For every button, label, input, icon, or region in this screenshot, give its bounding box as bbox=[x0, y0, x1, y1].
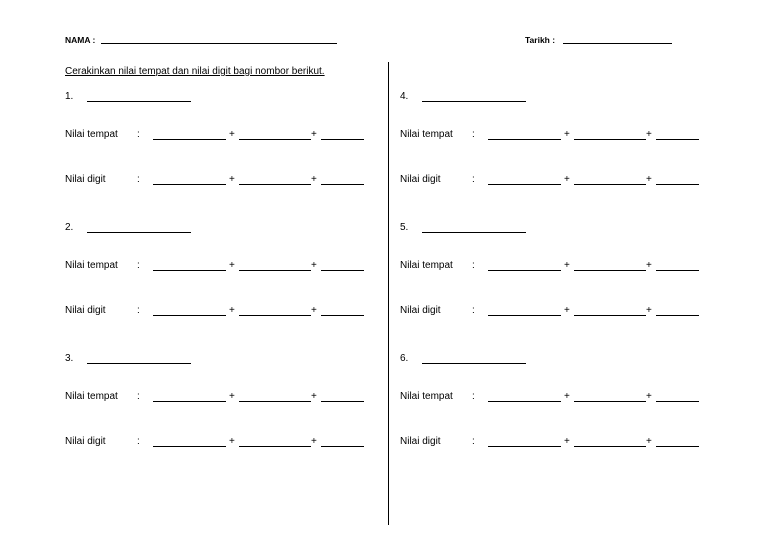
digit-value-blank-2[interactable] bbox=[574, 315, 646, 316]
colon-separator: : bbox=[137, 391, 140, 402]
digit-value-blank-1[interactable] bbox=[153, 184, 226, 185]
number-answer-field[interactable] bbox=[422, 232, 526, 233]
place-value-blank-1[interactable] bbox=[153, 401, 226, 402]
digit-value-label: Nilai digit bbox=[400, 436, 441, 447]
number-answer-field[interactable] bbox=[87, 232, 191, 233]
digit-value-blank-1[interactable] bbox=[488, 315, 561, 316]
plus-sign: + bbox=[564, 305, 570, 316]
plus-sign: + bbox=[311, 391, 317, 402]
plus-sign: + bbox=[229, 260, 235, 271]
name-label: NAMA : bbox=[65, 35, 96, 45]
place-value-blank-3[interactable] bbox=[321, 270, 364, 271]
digit-value-label: Nilai digit bbox=[65, 436, 106, 447]
digit-value-blank-2[interactable] bbox=[574, 184, 646, 185]
place-value-label: Nilai tempat bbox=[400, 391, 453, 402]
place-value-blank-3[interactable] bbox=[656, 270, 699, 271]
plus-sign: + bbox=[311, 174, 317, 185]
digit-value-label: Nilai digit bbox=[400, 174, 441, 185]
column-divider bbox=[388, 62, 389, 525]
plus-sign: + bbox=[311, 260, 317, 271]
digit-value-blank-1[interactable] bbox=[488, 184, 561, 185]
colon-separator: : bbox=[137, 174, 140, 185]
digit-value-blank-2[interactable] bbox=[239, 446, 311, 447]
colon-separator: : bbox=[137, 260, 140, 271]
digit-value-blank-2[interactable] bbox=[574, 446, 646, 447]
colon-separator: : bbox=[472, 129, 475, 140]
colon-separator: : bbox=[472, 305, 475, 316]
plus-sign: + bbox=[564, 174, 570, 185]
date-field[interactable] bbox=[563, 43, 672, 44]
place-value-blank-1[interactable] bbox=[488, 401, 561, 402]
plus-sign: + bbox=[646, 436, 652, 447]
digit-value-blank-3[interactable] bbox=[656, 446, 699, 447]
plus-sign: + bbox=[564, 436, 570, 447]
question-number: 2. bbox=[65, 222, 74, 233]
place-value-blank-3[interactable] bbox=[656, 139, 699, 140]
colon-separator: : bbox=[137, 436, 140, 447]
plus-sign: + bbox=[229, 174, 235, 185]
colon-separator: : bbox=[137, 305, 140, 316]
place-value-label: Nilai tempat bbox=[65, 129, 118, 140]
date-label: Tarikh : bbox=[525, 35, 556, 45]
digit-value-blank-3[interactable] bbox=[321, 315, 364, 316]
plus-sign: + bbox=[229, 391, 235, 402]
number-answer-field[interactable] bbox=[87, 101, 191, 102]
place-value-label: Nilai tempat bbox=[65, 391, 118, 402]
digit-value-blank-3[interactable] bbox=[321, 184, 364, 185]
place-value-blank-3[interactable] bbox=[321, 139, 364, 140]
place-value-blank-2[interactable] bbox=[574, 401, 646, 402]
place-value-label: Nilai tempat bbox=[65, 260, 118, 271]
digit-value-label: Nilai digit bbox=[400, 305, 441, 316]
digit-value-label: Nilai digit bbox=[65, 174, 106, 185]
name-field[interactable] bbox=[101, 43, 337, 44]
place-value-blank-1[interactable] bbox=[488, 139, 561, 140]
colon-separator: : bbox=[472, 260, 475, 271]
plus-sign: + bbox=[646, 174, 652, 185]
colon-separator: : bbox=[137, 129, 140, 140]
digit-value-blank-3[interactable] bbox=[656, 184, 699, 185]
plus-sign: + bbox=[229, 436, 235, 447]
plus-sign: + bbox=[646, 305, 652, 316]
plus-sign: + bbox=[564, 260, 570, 271]
digit-value-blank-3[interactable] bbox=[321, 446, 364, 447]
number-answer-field[interactable] bbox=[87, 363, 191, 364]
place-value-blank-3[interactable] bbox=[321, 401, 364, 402]
place-value-label: Nilai tempat bbox=[400, 260, 453, 271]
number-answer-field[interactable] bbox=[422, 363, 526, 364]
digit-value-blank-2[interactable] bbox=[239, 184, 311, 185]
place-value-blank-1[interactable] bbox=[488, 270, 561, 271]
plus-sign: + bbox=[311, 129, 317, 140]
question-number: 3. bbox=[65, 353, 74, 364]
place-value-blank-1[interactable] bbox=[153, 270, 226, 271]
digit-value-blank-1[interactable] bbox=[153, 315, 226, 316]
plus-sign: + bbox=[646, 391, 652, 402]
plus-sign: + bbox=[564, 391, 570, 402]
plus-sign: + bbox=[311, 436, 317, 447]
place-value-blank-3[interactable] bbox=[656, 401, 699, 402]
place-value-blank-2[interactable] bbox=[239, 401, 311, 402]
place-value-blank-2[interactable] bbox=[574, 270, 646, 271]
plus-sign: + bbox=[229, 305, 235, 316]
colon-separator: : bbox=[472, 391, 475, 402]
plus-sign: + bbox=[564, 129, 570, 140]
question-number: 4. bbox=[400, 91, 409, 102]
digit-value-blank-3[interactable] bbox=[656, 315, 699, 316]
number-answer-field[interactable] bbox=[422, 101, 526, 102]
digit-value-label: Nilai digit bbox=[65, 305, 106, 316]
question-number: 5. bbox=[400, 222, 409, 233]
colon-separator: : bbox=[472, 436, 475, 447]
place-value-blank-2[interactable] bbox=[239, 270, 311, 271]
digit-value-blank-1[interactable] bbox=[153, 446, 226, 447]
plus-sign: + bbox=[646, 129, 652, 140]
place-value-blank-1[interactable] bbox=[153, 139, 226, 140]
place-value-blank-2[interactable] bbox=[574, 139, 646, 140]
place-value-label: Nilai tempat bbox=[400, 129, 453, 140]
place-value-blank-2[interactable] bbox=[239, 139, 311, 140]
plus-sign: + bbox=[229, 129, 235, 140]
question-number: 1. bbox=[65, 91, 74, 102]
question-number: 6. bbox=[400, 353, 409, 364]
plus-sign: + bbox=[311, 305, 317, 316]
digit-value-blank-2[interactable] bbox=[239, 315, 311, 316]
colon-separator: : bbox=[472, 174, 475, 185]
instruction: Cerakinkan nilai tempat dan nilai digit bagi nombor berikut. bbox=[65, 66, 325, 77]
plus-sign: + bbox=[646, 260, 652, 271]
digit-value-blank-1[interactable] bbox=[488, 446, 561, 447]
